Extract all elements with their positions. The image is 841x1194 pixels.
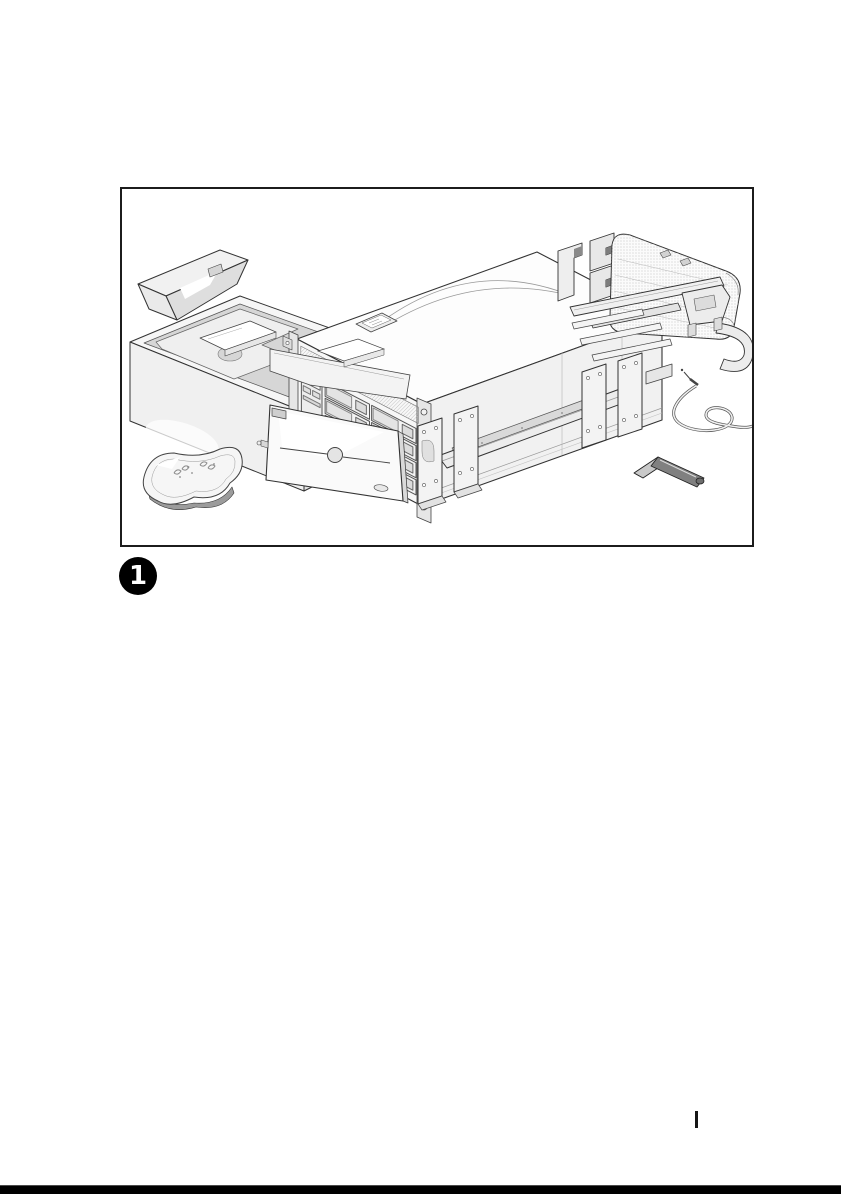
bezel-lock <box>328 448 343 463</box>
cable-illustration <box>674 369 752 431</box>
hardware-kit-illustration <box>143 447 242 509</box>
step-1-badge <box>119 557 157 595</box>
page-footer-divider-bar <box>695 1111 698 1128</box>
step-number: 1 <box>128 561 148 591</box>
unpacking-illustration-frame <box>120 187 754 547</box>
unpacking-illustration <box>122 189 752 545</box>
mounting-bracket-illustration <box>634 457 704 487</box>
